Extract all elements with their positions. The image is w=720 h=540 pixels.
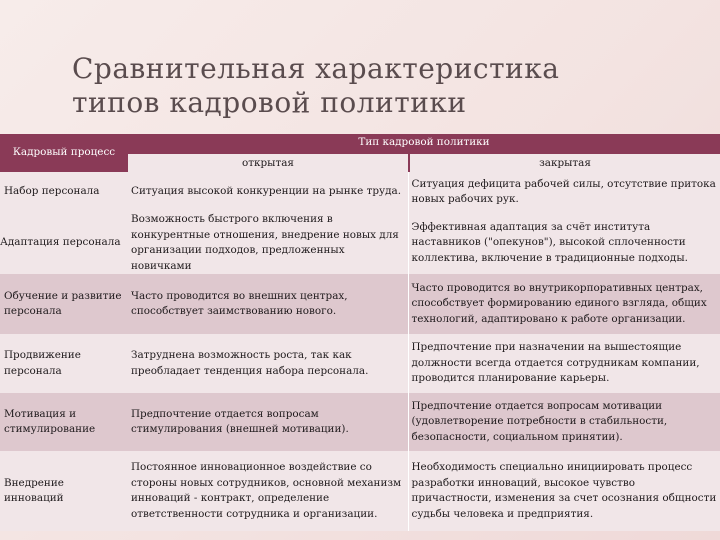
row-closed: Необходимость специально инициировать процесс разработки инноваций, высокое чувство причастности, изменения за счет осознания общности судьбы человека и предприятия. [408, 451, 720, 531]
table-row [0, 393, 720, 451]
header-closed-cell [408, 152, 720, 172]
row-open: Часто проводится во внешних центрах, способствует заимствованию нового. [128, 274, 408, 334]
header-process: Кадровый процесс [0, 134, 128, 172]
row-open: Ситуация высокой конкуренции на рынке труда. [128, 172, 408, 212]
table-row [0, 212, 720, 274]
header-policy-type: Тип кадровой политики [128, 134, 720, 152]
slide-title [72, 52, 692, 120]
slide-title-line-1: Сравнительная характеристика [72, 52, 560, 85]
row-closed: Эффективная адаптация за счёт института наставников ("опекунов"), высокой сплоченности коллектива, включение в традиционные подходы. [408, 212, 720, 274]
row-closed: Предпочтение отдается вопросам мотивации (удовлетворение потребности в стабильности, безопасности, социальном принятии). [408, 393, 720, 451]
row-closed: Часто проводится во внутрикорпоративных центрах, способствует формированию единого взгляда, общих технологий, адаптировано к работе организации. [408, 274, 720, 334]
row-process: Мотивация и стимулирование [0, 393, 128, 451]
row-process: Адаптация персонала [0, 212, 128, 274]
row-closed: Предпочтение при назначении на вышестоящие должности всегда отдается сотрудникам компании, проводится планирование карьеры. [408, 334, 720, 393]
header-closed: закрытая [410, 154, 720, 172]
row-process: Набор персонала [0, 172, 128, 212]
comparison-table [0, 134, 720, 531]
row-open: Предпочтение отдается вопросам стимулирования (внешней мотивации). [128, 393, 408, 451]
row-closed: Ситуация дефицита рабочей силы, отсутствие притока новых рабочих рук. [408, 172, 720, 212]
header-open-cell [128, 152, 408, 172]
row-process: Обучение и развитие персонала [0, 274, 128, 334]
table-row [0, 334, 720, 393]
row-open: Возможность быстрого включения в конкурентные отношения, внедрение новых для организации подходов, предложенных новичками [128, 212, 408, 274]
row-process: Продвижение персонала [0, 334, 128, 393]
table-row [0, 274, 720, 334]
table-header-row [0, 134, 720, 152]
row-open: Затруднена возможность роста, так как преобладает тенденция набора персонала. [128, 334, 408, 393]
header-open: открытая [128, 154, 408, 172]
table-row [0, 451, 720, 531]
table-row [0, 172, 720, 212]
slide-title-line-2: типов кадровой политики [72, 86, 467, 119]
row-open: Постоянное инновационное воздействие со стороны новых сотрудников, основной механизм инноваций - контракт, определение ответственности сотрудника и организации. [128, 451, 408, 531]
row-process: Внедрение инноваций [0, 451, 128, 531]
